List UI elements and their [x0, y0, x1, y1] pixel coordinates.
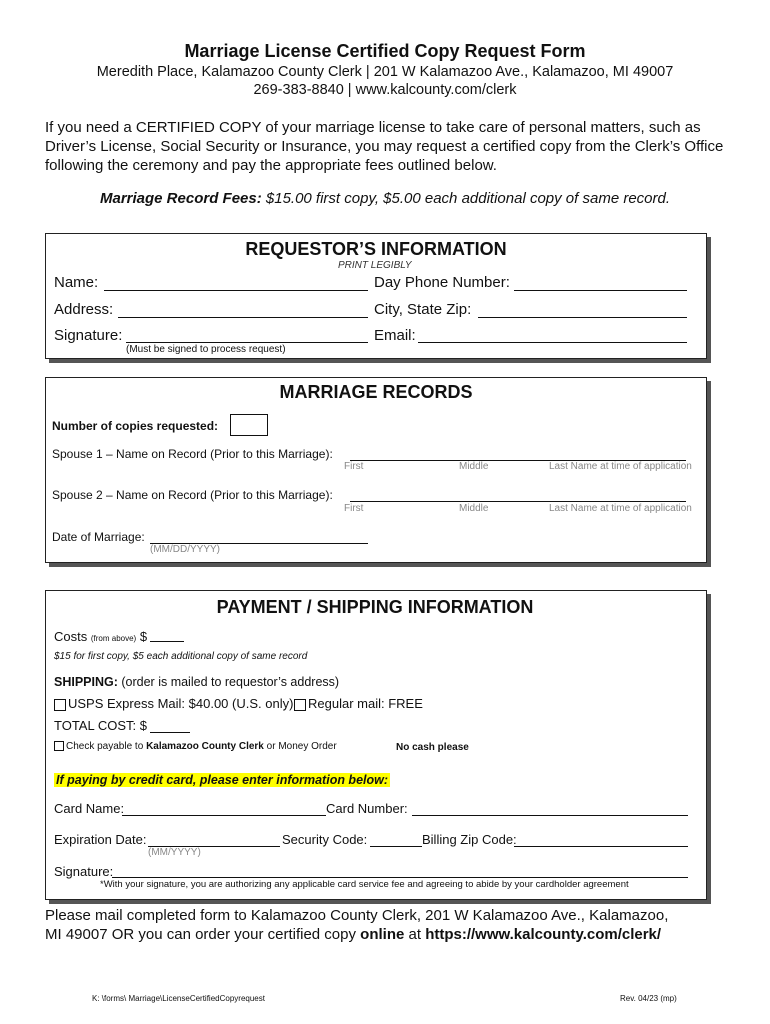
security-code-label: Security Code:	[282, 832, 368, 847]
spouse1-last-hint: Last Name at time of application	[549, 461, 692, 472]
city-state-zip-label: City, State Zip:	[374, 301, 472, 318]
spouse1-middle-hint: Middle	[459, 461, 489, 472]
mail-line-2-pre: MI 49007 OR you can order your certified copy	[45, 926, 361, 943]
mail-line-2	[45, 925, 668, 944]
fee-note: $15 for first copy, $5 each additional copy of same record	[54, 651, 308, 662]
intro-paragraph: If you need a CERTIFIED COPY of your marriage license to take care of personal matters, such as Driver’s License, Social Security or Insurance, you may request a certified copy from the Clerk’s Office following the ceremony and pay the appropriate fees outlined below.	[45, 119, 724, 174]
address-field[interactable]	[118, 317, 368, 318]
check-option[interactable]	[54, 741, 337, 752]
marriage-records-title: MARRIAGE RECORDS	[279, 382, 473, 402]
expiration-hint: (MM/YYYY)	[148, 847, 201, 858]
card-signature-field[interactable]	[112, 877, 688, 878]
usps-checkbox[interactable]	[54, 699, 66, 711]
footer-revision: Rev. 04/23 (mp)	[620, 994, 677, 1003]
regular-mail-option[interactable]	[294, 696, 423, 711]
clerk-contact: 269-383-8840 | www.kalcounty.com/clerk	[253, 82, 517, 98]
mail-line-1: Please mail completed form to Kalamazoo County Clerk, 201 W Kalamazoo Ave., Kalamazoo,	[45, 907, 669, 924]
signature-note: (Must be signed to process request)	[126, 344, 286, 355]
spouse2-last-hint: Last Name at time of application	[549, 503, 692, 514]
spouse2-label: Spouse 2 – Name on Record (Prior to this Marriage):	[52, 488, 333, 502]
card-signature-note: *With your signature, you are authorizing any applicable card service fee and agreeing to abide by your cardholder agreement	[100, 879, 629, 890]
clerk-url-link[interactable]: https://www.kalcounty.com/clerk/	[425, 926, 662, 943]
shipping-label: SHIPPING:	[54, 675, 118, 689]
spouse2-first-hint: First	[344, 503, 364, 514]
check-text-pre: Check payable to	[66, 741, 147, 752]
fees-text: $15.00 first copy, $5.00 each additional copy of same record.	[261, 190, 671, 207]
name-label: Name:	[54, 274, 99, 291]
city-state-zip-field[interactable]	[478, 317, 687, 318]
email-label: Email:	[374, 327, 416, 344]
check-checkbox[interactable]	[54, 741, 64, 751]
spouse1-label: Spouse 1 – Name on Record (Prior to this Marriage):	[52, 447, 333, 461]
marriage-records-section	[45, 377, 707, 563]
check-text-post: or Money Order	[263, 741, 337, 752]
signature-field[interactable]	[126, 342, 368, 343]
day-phone-label: Day Phone Number:	[374, 274, 510, 291]
card-name-field[interactable]	[122, 815, 326, 816]
no-cash-note: No cash please	[396, 742, 469, 753]
copies-label: Number of copies requested:	[52, 419, 219, 433]
card-number-field[interactable]	[412, 815, 688, 816]
card-number-label: Card Number:	[326, 801, 408, 816]
billing-zip-label: Billing Zip Code:	[422, 832, 517, 847]
security-code-field[interactable]	[370, 846, 422, 847]
mail-line-2-at: at	[404, 926, 426, 943]
check-payee: Kalamazoo County Clerk	[146, 741, 264, 752]
spouse2-middle-hint: Middle	[459, 503, 489, 514]
clerk-address: Meredith Place, Kalamazoo County Clerk | 201 W Kalamazoo Ave., Kalamazoo, MI 49007	[96, 64, 674, 80]
total-cost-field[interactable]	[150, 732, 190, 733]
usps-label: USPS Express Mail: $40.00 (U.S. only)	[68, 696, 294, 711]
requestor-section	[45, 233, 707, 359]
day-phone-field[interactable]	[514, 290, 687, 291]
signature-label: Signature:	[54, 327, 123, 344]
credit-card-banner: If paying by credit card, please enter information below:	[56, 773, 389, 787]
expiration-label: Expiration Date:	[54, 832, 147, 847]
shipping-line	[54, 675, 339, 689]
marriage-date-label: Date of Marriage:	[52, 530, 145, 544]
address-label: Address:	[54, 301, 114, 318]
name-field[interactable]	[104, 290, 368, 291]
fees-line	[0, 190, 770, 207]
from-above-text: (from above)	[90, 634, 137, 643]
email-field[interactable]	[418, 342, 687, 343]
billing-zip-field[interactable]	[514, 846, 688, 847]
card-name-label: Card Name:	[54, 801, 125, 816]
regular-mail-label: Regular mail: FREE	[308, 696, 423, 711]
fees-label: Marriage Record Fees:	[99, 190, 262, 207]
costs-text: Costs	[54, 629, 88, 644]
costs-label	[54, 629, 147, 644]
print-legibly-note: PRINT LEGIBLY	[338, 260, 412, 271]
shipping-text: (order is mailed to requestor’s address)	[117, 675, 340, 689]
total-cost-label: TOTAL COST: $	[54, 718, 147, 733]
spouse2-name-field[interactable]	[350, 501, 686, 502]
usps-option[interactable]	[54, 696, 293, 711]
spouse1-first-hint: First	[344, 461, 364, 472]
footer-file-path: K: \forms\ Marriage\LicenseCertifiedCopyrequest	[92, 994, 265, 1003]
regular-mail-checkbox[interactable]	[294, 699, 306, 711]
card-signature-label: Signature:	[54, 864, 114, 879]
requestor-title: REQUESTOR’S INFORMATION	[245, 239, 507, 259]
costs-field[interactable]	[150, 641, 184, 642]
payment-section	[45, 590, 707, 900]
online-text: online	[360, 926, 405, 943]
marriage-date-hint: (MM/DD/YYYY)	[150, 544, 220, 555]
payment-title: PAYMENT / SHIPPING INFORMATION	[216, 597, 534, 617]
mail-instructions	[45, 906, 668, 944]
copies-input[interactable]	[230, 414, 268, 436]
costs-dollar: $	[139, 629, 148, 644]
form-title: Marriage License Certified Copy Request Form	[184, 41, 586, 61]
